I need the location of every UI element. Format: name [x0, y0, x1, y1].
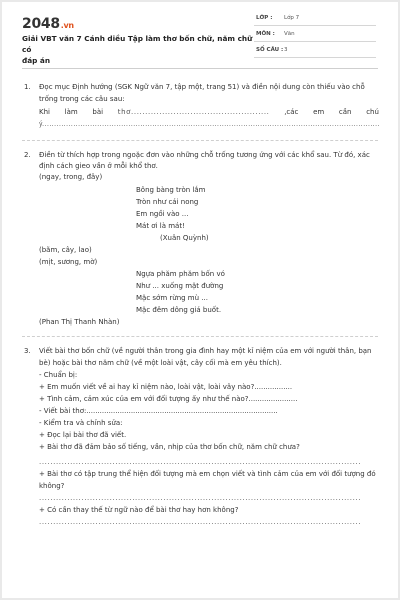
question-2-line: định cách gieo vần ở mỗi khổ thơ. [39, 162, 158, 170]
meta-row-count [254, 44, 376, 58]
title-line-2: đáp án [22, 56, 51, 65]
answer-blank: .................................................................................................................. [39, 518, 362, 526]
question-2-line: Điền từ thích hợp trong ngoặc đơn vào những chỗ trống tương ứng với các khổ sau. Từ đó, xác [39, 151, 370, 159]
question-1-number: 1. [24, 83, 31, 91]
question-3-line: Viết bài thơ bốn chữ (về người thân trong gia đình hay một kỉ niệm của em với người thân, bạn [39, 347, 372, 355]
poem-line: Bông bàng tròn lắm [136, 186, 206, 194]
task-item: - Kiểm tra và chỉnh sửa: [39, 419, 123, 427]
header-divider [22, 68, 378, 69]
question-1-line: Đọc mục Định hướng (SGK Ngữ văn 7, tập một, trang 51) và điền nội dung còn thiếu vào chỗ [39, 83, 365, 91]
poem-line: Em ngồi vào ... [136, 210, 189, 218]
logo-suffix: .vn [60, 21, 74, 30]
fill-word: chú [366, 108, 379, 116]
section-divider [22, 336, 378, 337]
task-item: + Bài thơ đã đảm bảo số tiếng, vần, nhịp của thơ bốn chữ, năm chữ chưa? [39, 443, 300, 451]
fill-word: bài [92, 108, 104, 116]
word-hint: (mịt, sương, mờ) [39, 258, 98, 266]
question-3-line: bè) hoặc bài thơ năm chữ (về một loài vật, cây cối mà em yêu thích). [39, 359, 282, 367]
meta-key: MÔN : [256, 31, 275, 37]
question-1-line: trống trong các câu sau: [39, 95, 125, 103]
fill-blank: thơ................................................. [117, 108, 270, 116]
fill-word: cần [338, 108, 352, 116]
poem-line: Mặc đêm dông giá buốt. [136, 306, 222, 314]
task-item: không? [39, 482, 65, 490]
logo-main: 2048 [22, 16, 60, 32]
fill-blank: ý............................................................................................................................................. [39, 120, 380, 128]
meta-value: Lớp 7 [284, 15, 300, 21]
question-2-number: 2. [24, 151, 31, 159]
answer-blank: .................................................................................................................. [39, 494, 362, 502]
poem-author: (Phan Thị Thanh Nhàn) [39, 318, 120, 326]
document-page [2, 2, 398, 598]
document-header [2, 2, 398, 66]
meta-key: LỚP : [256, 15, 273, 21]
task-item: + Em muốn viết về ai hay kỉ niệm nào, loài vật, loài vây nào?................. [39, 383, 293, 391]
task-item: + Đọc lại bài thơ đã viết. [39, 431, 127, 439]
meta-key: SỐ CÂU : [256, 47, 284, 53]
fill-word: em [313, 108, 325, 116]
poem-line: Ngựa phăm phăm bốn vó [136, 270, 225, 278]
fill-word: Khi [39, 108, 50, 116]
title-line-1: Giải VBT văn 7 Cánh diều Tập làm thơ bốn chữ, năm chữ có [22, 34, 253, 54]
poem-line: Tròn như cái nong [136, 198, 199, 206]
meta-row-subject [254, 28, 376, 42]
fill-word: làm [64, 108, 78, 116]
meta-value: 3 [284, 47, 288, 53]
poem-author: (Xuân Quỳnh) [160, 234, 209, 242]
task-item: - Viết bài thơ:...................................................................................... [39, 407, 278, 415]
task-item: + Có cần thay thế từ ngữ nào để bài thơ hay hơn không? [39, 506, 239, 514]
poem-line: Mặc sớm rừng mù ... [136, 294, 208, 302]
poem-line: Mát ơi là mát! [136, 222, 185, 230]
site-logo[interactable] [22, 16, 74, 32]
question-3-number: 3. [24, 347, 31, 355]
poem-line: Như ... xuống mặt đường [136, 282, 224, 290]
task-item: - Chuẩn bị: [39, 371, 78, 379]
section-divider [22, 140, 378, 141]
question-1-fill-line [39, 108, 379, 117]
task-item: + Bài thơ có tập trung thể hiện đối tượng mà em chọn viết và tình cảm của em với đối tượng đó [39, 470, 376, 478]
meta-value: Văn [284, 31, 295, 37]
page-title [22, 33, 257, 66]
word-hint: (ngay, trong, đây) [39, 173, 103, 181]
meta-row-class [254, 12, 376, 26]
answer-blank: .................................................................................................................. [39, 458, 362, 466]
word-hint: (bãm, cây, lao) [39, 246, 92, 254]
fill-word: ,các [284, 108, 299, 116]
task-item: + Tình cảm, cảm xúc của em với đối tượng ấy như thế nào?...................... [39, 395, 298, 403]
